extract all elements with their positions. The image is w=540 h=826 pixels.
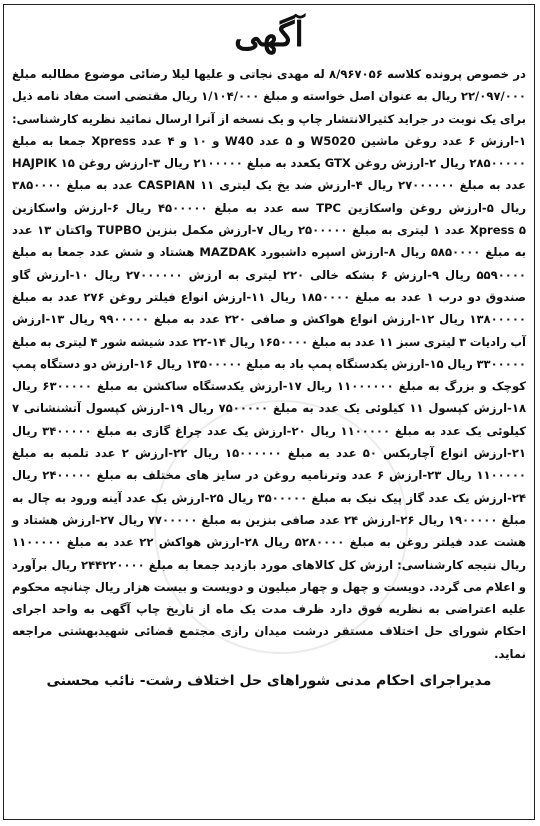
notice-body: در خصوص پرونده کلاسه ۸/۹۶۷۰۵۶ له مهدی نجاتی و علیها لیلا رضائی موضوع مطالبه مبلغ ۲۲/۰۹۷/۰۰۰ ریال به عنوان اصل خواسته و مبلغ ۱/۱۰۴/۰۰۰ ریال مقتضی است مفاد نامه ذیل برای یک نوبت در جراید کثیرالانتشار چاپ و یک نسخه از آنرا ارسال نمائید نظریه کارشناسی: ۱-ارزش ۶ عدد روغن ماشین W5020 و ۵ عدد W40 و ۱۰ و ۴ عدد Xpress جمعا به مبلغ ۲۸۵۰۰۰۰۰ ریال ۲-ارزش روغن GTX یکعدد به مبلغ ۲۱۰۰۰۰۰ ریال ۳-ارزش روغن HAJPIK ۱۵ عدد به مبلغ ۲۷۰۰۰۰۰۰ ریال ۴-ارزش ضد یخ یک لیتری CASPIAN ۱۱ عدد به مبلغ ۳۸۵۰۰۰۰ ریال ۵-ارزش روغن واسکازین TPC سه عدد به مبلغ ۴۵۰۰۰۰۰ ریال ۶-ارزش واسکازین Xpress ۵ عدد ۱ لیتری به مبلغ ۲۵۰۰۰۰۰ ریال ۷-ارزش مکمل بنزین TUPBO واکتان ۱۳ عدد به مبلغ ۵۸۵۰۰۰۰ ریال ۸-ارزش اسپره داشبورد MAZDAK هشتاد و شش عدد جمعا به مبلغ ۵۵۹۰۰۰۰ ریال ۹-ارزش ۶ بشکه خالی ۲۲۰ لیتری به ارزش ۲۷۰۰۰۰۰۰ ریال ۱۰-ارزش گاو صندوق دو درب ۱ عدد به مبلغ ۱۸۵۰۰۰۰ ریال ۱۱-ارزش انواع فیلتر روغن ۲۷۶ عدد به مبلغ ۱۳۸۰۰۰۰۰ ریال ۱۲-ارزش انواع هواکش و صافی ۲۲۰ عدد به مبلغ ۹۹۰۰۰۰۰ ریال ۱۳-ارزش آب رادیات ۳ لیتری سبز ۱۱ عدد به مبلغ ۱۶۵۰۰۰۰ ریال ۱۴-۲۲ عدد شیشه شور ۴ لیتری به مبلغ ۳۳۰۰۰۰۰ ریال ۱۵-ارزش یکدستگاه پمپ باد به مبلغ ۱۳۵۰۰۰۰۰ ریال ۱۶-ارزش دو دستگاه پمپ کوچک و بزرگ به مبلغ ۱۱۰۰۰۰۰۰ ریال ۱۷-ارزش یکدستگاه ساکشن به مبلغ ۶۳۰۰۰۰۰ ریال ۱۸-ارزش کپسول ۱۱ کیلوئی یک عدد به مبلغ ۷۵۰۰۰۰۰ ریال ۱۹-ارزش کپسول آتشنشانی ۷ کیلوئی یک عدد به مبلغ ۱۱۰۰۰۰۰ ریال ۲۰-ارزش یک عدد چراغ گازی به مبلغ ۳۴۰۰۰۰۰ ریال ۲۱-ارزش انواع آچاربکس ۵۰ عدد به مبلغ ۱۵۰۰۰۰۰۰ ریال ۲۲-ارزش ۲ عدد تلمبه به مبلغ ۱۱۰۰۰۰۰ ریال ۲۳-ارزش ۶ عدد وترنامیه روغن در سایز های مختلف به مبلغ ۲۴۰۰۰۰۰ ریال ۲۴-ارزش یک عدد گاز پیک نیک به مبلغ ۳۵۰۰۰۰۰ ریال ۲۵-ارزش یک عدد آینه ورود به چال به مبلغ ۱۹۰۰۰۰۰ ریال ۲۶-ارزش ۲۴ عدد صافی بنزین به مبلغ ۷۷۰۰۰۰۰ ریال ۲۷-ارزش هشتاد و هشت عدد فیلتر روغن به مبلغ ۵۲۸۰۰۰۰ ریال ۲۸-ارزش هواکش ۲۲ عدد به مبلغ ۱۱۰۰۰۰۰ ریال نتیجه کارشناسی: ارزش کل کالاهای مورد بازدید جمعا به مبلغ ۲۴۴۲۲۰۰۰۰ ریال برآورد و اعلام می گردد. دویست و چهل و چهار میلیون و دویست و بیست هزار ریال چنانچه محکوم علیه اعتراضی به نظریه فوق دارد ظرف مدت یک ماه از تاریخ چاپ آگهی به واحد اجرای احکام شورای حل اختلاف مستقر درشت میدان رازی مجتمع قضائی شهیدبهشتی مراجعه نماید. [12,67,527,661]
notice-title: آگهی [234,15,304,55]
notice-signature: مدیراجرای احکام مدنی شوراهای حل اختلاف رشت- نائب محسنی [46,673,492,690]
legal-notice [3,4,535,820]
